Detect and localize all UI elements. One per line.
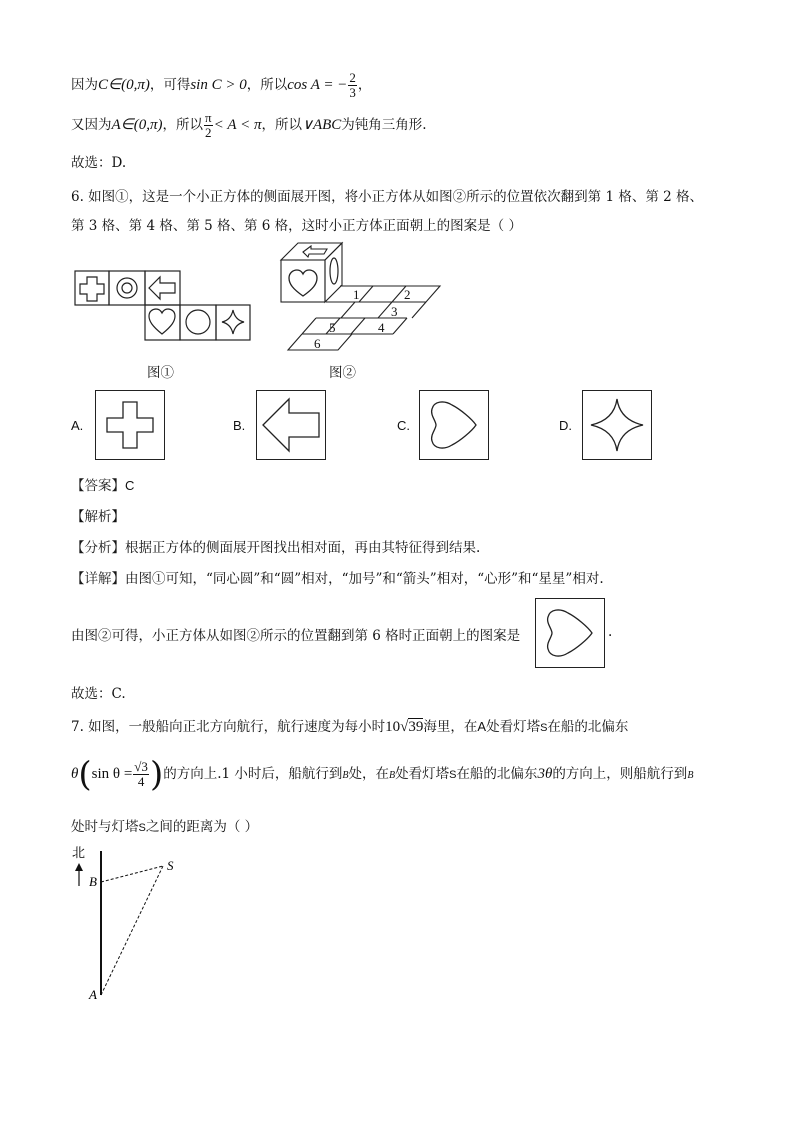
question-7-line-1 <box>71 712 628 742</box>
question-7-line-2 <box>71 752 693 796</box>
figure-1-cube-net <box>74 270 252 342</box>
xiangjie-text: 由图①可知，“同心圆”和“圆”相对，“加号”和“箭头”相对，“心形”和“星星”相对. <box>125 571 604 587</box>
point-b: B <box>388 770 396 781</box>
option-b-box[interactable] <box>256 390 326 460</box>
answer-tag: 【答案】 <box>71 478 125 494</box>
xiangjie-tag: 【详解】 <box>71 571 125 587</box>
option-d-box[interactable] <box>582 390 652 460</box>
question-6-line-1: 6. 如图①，这是一个小正方体的侧面展开图，将小正方体从如图②所示的位置依次翻到第 1 格、第 2 格、 <box>71 189 704 205</box>
point-s: S <box>449 769 457 781</box>
ship-lighthouse-figure <box>70 843 190 1003</box>
conclusion-heart-box <box>535 598 605 668</box>
arrow-left-icon <box>149 277 175 299</box>
solution-line-1 <box>71 68 371 102</box>
xiangjie-line <box>71 567 604 587</box>
text: ，所以 <box>162 117 203 133</box>
arrow-left-icon <box>257 391 325 459</box>
option-a-box[interactable] <box>95 390 165 460</box>
math: ∨ABC <box>301 117 342 133</box>
figure-2-caption: 图② <box>329 365 356 381</box>
text: ，所以 <box>261 117 302 133</box>
point-b: B <box>342 770 349 781</box>
as-line <box>101 866 163 995</box>
math: < A < π <box>213 117 262 133</box>
fenxi-line <box>71 536 480 556</box>
grid-number: 5 <box>329 320 336 335</box>
heart-icon <box>149 309 175 334</box>
final-answer-6: 故选：C. <box>71 686 126 702</box>
fraction <box>348 71 357 100</box>
concentric-circles-icon <box>117 278 137 298</box>
circle-icon <box>186 310 210 334</box>
cross-icon <box>80 277 104 301</box>
point-b-label: B <box>89 874 97 889</box>
numerator: √3 <box>134 759 148 774</box>
solution-line-2 <box>71 108 427 142</box>
north-arrow-icon <box>75 863 83 886</box>
math: A∈(0,π) <box>111 117 163 133</box>
text: 海里，在 <box>423 719 478 735</box>
option-d-label[interactable]: D. <box>559 418 572 433</box>
text: 的方向上.1 小时后，船航行到 <box>163 766 343 782</box>
point-s: S <box>540 722 548 734</box>
theta: θ <box>71 766 79 782</box>
text: 处看灯塔 <box>395 766 450 782</box>
text: 处，在 <box>348 766 389 782</box>
figure-1-caption: 图① <box>147 365 174 381</box>
three-theta: 3θ <box>537 766 553 782</box>
text: 7. 如图，一般船向正北方向航行，航行速度为每小时 <box>71 719 386 735</box>
denominator: 4 <box>137 774 145 789</box>
numerator: π <box>204 110 212 125</box>
point-s-label: S <box>167 858 174 873</box>
grid-number: 3 <box>391 304 398 319</box>
fenxi-tag: 【分析】 <box>71 540 125 556</box>
text: 又因为 <box>71 117 112 133</box>
ellipse-icon <box>330 258 338 284</box>
question-6-line-2: 第 3 格、第 4 格、第 5 格、第 6 格，这时小正方体正面朝上的图案是（ ） <box>71 218 522 234</box>
text: ， <box>357 77 372 93</box>
math: C∈(0,π) <box>98 77 150 93</box>
heart-icon <box>536 599 604 667</box>
option-c-box[interactable] <box>419 390 489 460</box>
paren-close: ) <box>149 754 164 795</box>
denominator: 2 <box>205 125 212 140</box>
conclusion-end: . <box>608 624 613 640</box>
point-a: A <box>477 719 487 734</box>
text: 的方向上，则船航行到 <box>552 766 688 782</box>
speed-coefficient: 10 <box>385 719 401 735</box>
conclusion-text: 由图②可得，小正方体从如图②所示的位置翻到第 6 格时正面朝上的图案是 <box>71 628 521 644</box>
point-s: S <box>138 822 146 834</box>
grid-number: 6 <box>314 336 321 351</box>
sin-expression: sin θ = <box>91 766 133 782</box>
option-b-label[interactable]: B. <box>233 418 246 433</box>
jiexi-tag: 【解析】 <box>71 509 125 525</box>
grid-number: 2 <box>404 287 411 302</box>
denominator: 3 <box>349 85 356 100</box>
text: 因为 <box>71 77 98 93</box>
text: 之间的距离为（ ） <box>145 819 259 835</box>
sqrt-sign: √ <box>400 719 409 735</box>
text: ，所以 <box>246 77 288 93</box>
bs-line <box>101 866 163 882</box>
numerator: 2 <box>349 70 356 85</box>
text: 为钝角三角形. <box>341 117 427 133</box>
fraction <box>204 111 213 140</box>
math: sin C > 0 <box>190 77 247 93</box>
star-icon <box>222 310 244 334</box>
text: 处看灯塔 <box>486 719 541 735</box>
text: 处时与灯塔 <box>71 819 139 835</box>
math: cos A = − <box>287 77 348 93</box>
fraction <box>133 760 149 789</box>
grid-number: 1 <box>353 287 360 302</box>
option-a-label[interactable]: A. <box>71 418 84 433</box>
answer-line-5: 故选：D. <box>71 155 127 171</box>
cross-icon <box>96 391 164 459</box>
text: ，可得 <box>149 77 191 93</box>
text: 在船的北偏东 <box>547 719 629 735</box>
paren-open: ( <box>78 754 92 795</box>
text: 在船的北偏东 <box>456 766 538 782</box>
heart-icon <box>289 270 317 296</box>
answer-line <box>71 474 134 494</box>
star-icon <box>583 391 651 459</box>
point-b: B <box>687 770 694 781</box>
speed-radicand: 39 <box>408 719 424 735</box>
grid-number: 4 <box>378 320 385 335</box>
figure-2-cube-grid <box>278 240 448 356</box>
arrow-left-icon <box>303 246 327 257</box>
answer-value: C <box>125 478 135 493</box>
heart-icon <box>420 391 488 459</box>
north-label: 北 <box>72 846 86 861</box>
fenxi-text: 根据正方体的侧面展开图找出相对面，再由其特征得到结果. <box>125 540 481 556</box>
option-c-label[interactable]: C. <box>397 418 410 433</box>
question-7-line-3 <box>71 815 258 835</box>
point-a-label: A <box>89 987 97 1002</box>
